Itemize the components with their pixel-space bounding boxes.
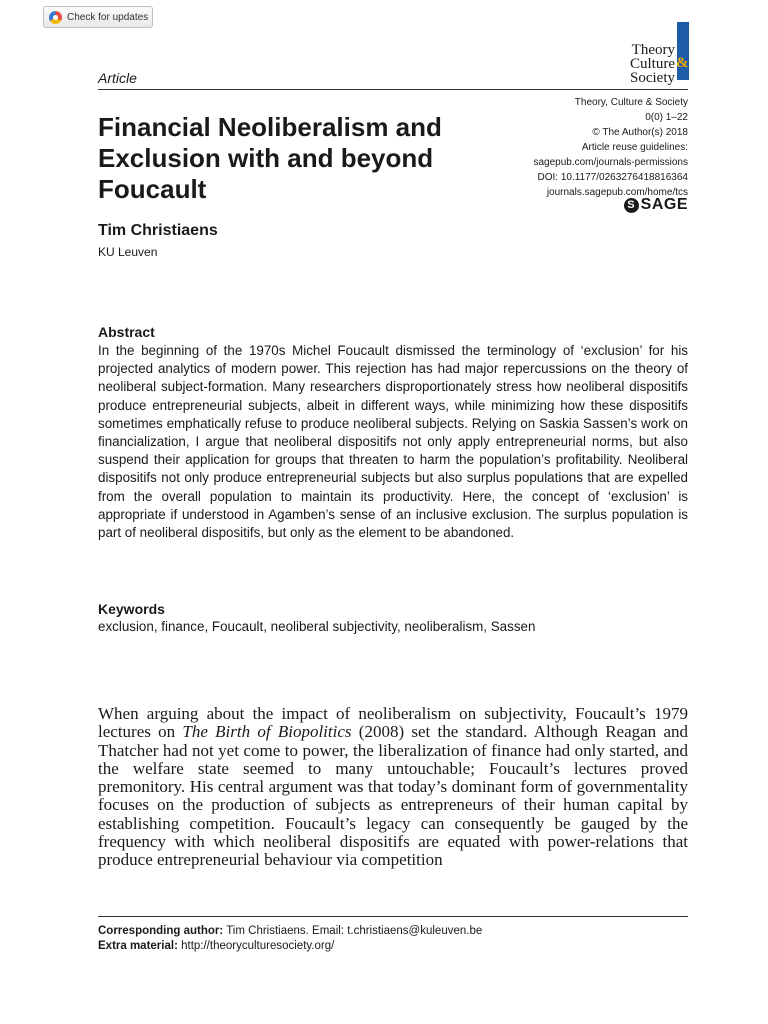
- logo-word-culture: Culture: [630, 56, 675, 72]
- author-name: Tim Christiaens: [98, 222, 218, 239]
- book-title: The Birth of Biopolitics: [182, 722, 352, 742]
- header-rule: [98, 89, 688, 90]
- extra-material-note: [98, 939, 688, 954]
- check-for-updates-button[interactable]: [43, 6, 153, 28]
- abstract-text: In the beginning of the 1970s Michel Foucault dismissed the terminology of ‘exclusion’ for his projected analytics of modern power. This rejection has had major repercussions on the theory of neoliberal subject-formation. Many researchers disproportionately stress how neoliberal dispositifs produce entrepreneurial subjects, albeit in different ways, while minimizing how these dispositifs sometimes emphatically refuse to produce neoliberal subjects. Relying on Saskia Sassen’s work on financialization, I argue that neoliberal dispositifs not only apply entrepreneurial norms, but also suspend their application for groups that threaten to harm the population’s profitability. Neoliberal dispositifs not only produce entrepreneurial subjects but also surplus populations that are expelled from the overall population to maintain its productivity. Here, the concept of ‘exclusion’ is appropriate if understood in Agamben’s sense of an inclusive exclusion. The surplus population is part of neoliberal dispositifs, but only as the element to be abandoned.: [98, 343, 688, 541]
- sage-logo: [624, 196, 688, 214]
- corresponding-text: Tim Christiaens. Email: t.christiaens@kuleuven.be: [223, 925, 483, 937]
- keywords-heading: Keywords: [98, 601, 165, 617]
- sage-wordmark: SAGE: [640, 196, 688, 213]
- logo-word-theory: Theory: [631, 42, 675, 58]
- volume-pages: 0(0) 1–22: [645, 112, 688, 123]
- corresponding-author-note: [98, 924, 688, 939]
- sage-s-icon: S: [624, 198, 639, 213]
- reuse-guidelines: Article reuse guidelines:: [581, 142, 688, 153]
- author-affiliation: KU Leuven: [98, 245, 158, 259]
- publication-meta: [533, 95, 688, 200]
- corresponding-label: Corresponding author:: [98, 925, 224, 937]
- body-paragraph: [98, 705, 688, 870]
- body-text-rest: (2008) set the standard. Although Reagan and Thatcher had not yet come to power, the liberalization of finance had only started, and the welfare state seemed to many untouchable; Foucault’s lectures proved premonitory. His central argument was that today’s dominant form of governmentality focuses on the production of subjects as entrepreneurs of their human capital by establishing competition. Foucault’s legacy can consequently be gauged by the frequency with which neoliberal dispositifs are equated with power-relations that produce entrepreneurial behaviour via competition: [98, 722, 688, 870]
- extra-material-text: http://theoryculturesociety.org/: [177, 940, 335, 952]
- check-updates-icon: [49, 11, 62, 24]
- section-label: Article: [98, 70, 137, 86]
- permissions-link[interactable]: sagepub.com/journals-permissions: [533, 157, 688, 168]
- extra-material-label: Extra material:: [98, 940, 178, 952]
- keywords-list: exclusion, finance, Foucault, neoliberal subjectivity, neoliberalism, Sassen: [98, 619, 536, 634]
- logo-bar: [677, 22, 689, 80]
- doi[interactable]: DOI: 10.1177/0263276418816364: [537, 172, 688, 183]
- copyright: © The Author(s) 2018: [592, 127, 688, 138]
- logo-ampersand: &: [676, 55, 689, 71]
- check-updates-label: Check for updates: [67, 11, 149, 23]
- article-title: Financial Neoliberalism and Exclusion with and beyond Foucault: [98, 112, 442, 204]
- abstract-heading: Abstract: [98, 324, 155, 340]
- logo-word-society: Society: [630, 70, 675, 86]
- journal-home-link[interactable]: journals.sagepub.com/home/tcs: [546, 187, 688, 198]
- footnote-rule: [98, 916, 688, 917]
- journal-logo: [590, 22, 690, 88]
- body-text-start: When arguing about the impact of neoliberalism on subjectivity, Foucault’s 1979 lectures on: [98, 704, 688, 742]
- journal-name: Theory, Culture & Society: [574, 97, 688, 108]
